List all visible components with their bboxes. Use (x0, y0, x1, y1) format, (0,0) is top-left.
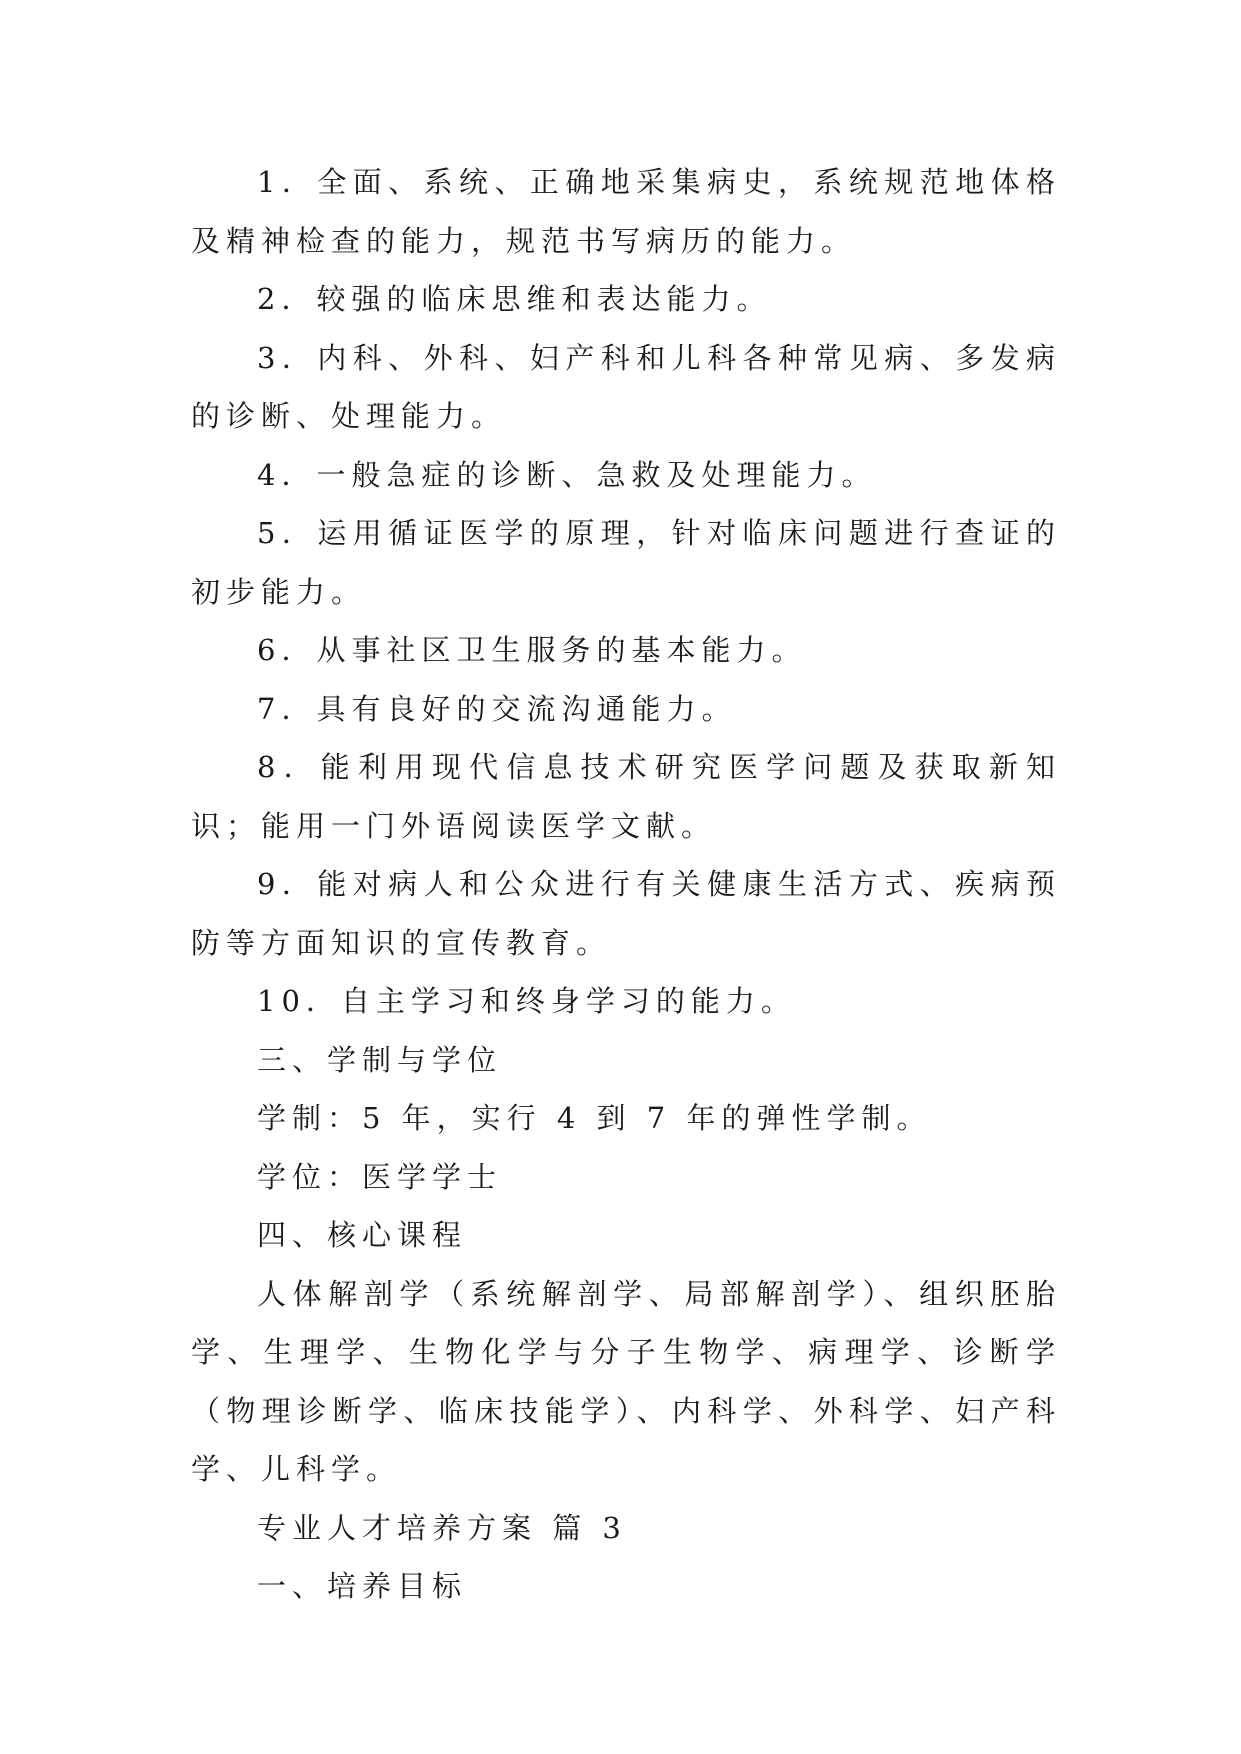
section-heading-duration-degree: 三、学制与学位 (257, 1042, 503, 1077)
section-heading-training-goals: 一、培养目标 (257, 1569, 468, 1603)
ability-item-5: 5．运用循证医学的原理，针对临床问题进行查证的初步能力。 (191, 516, 1061, 609)
ability-item-6: 6．从事社区卫生服务的基本能力。 (257, 633, 807, 667)
degree-text: 学位：医学学士 (257, 1159, 503, 1194)
ability-item-10: 10．自主学习和终身学习的能力。 (257, 984, 796, 1018)
ability-item-9: 9．能对病人和公众进行有关健康生活方式、疾病预防等方面知识的宣传教育。 (191, 867, 1061, 960)
section-heading-core-courses: 四、核心课程 (257, 1218, 468, 1252)
ability-item-3: 3．内科、外科、妇产科和儿科各种常见病、多发病的诊断、处理能力。 (191, 340, 1061, 433)
document-body (191, 153, 1061, 1616)
duration-text: 学制：5 年，实行 4 到 7 年的弹性学制。 (257, 1101, 932, 1135)
ability-item-1: 1．全面、系统、正确地采集病史，系统规范地体格及精神检查的能力，规范书写病历的能力。 (191, 165, 1061, 258)
core-courses-text: 人体解剖学（系统解剖学、局部解剖学）、组织胚胎学、生理学、生物化学与分子生物学、病理学、诊断学（物理诊断学、临床技能学）、内科学、外科学、妇产科学、儿科学。 (191, 1276, 1061, 1486)
ability-item-4: 4．一般急症的诊断、急救及处理能力。 (257, 457, 877, 492)
ability-item-7: 7．具有良好的交流沟通能力。 (257, 691, 737, 726)
plan-title: 专业人才培养方案 篇 3 (257, 1510, 627, 1545)
ability-item-2: 2．较强的临床思维和表达能力。 (257, 282, 772, 316)
ability-item-8: 8．能利用现代信息技术研究医学问题及获取新知识；能用一门外语阅读医学文献。 (191, 750, 1061, 843)
